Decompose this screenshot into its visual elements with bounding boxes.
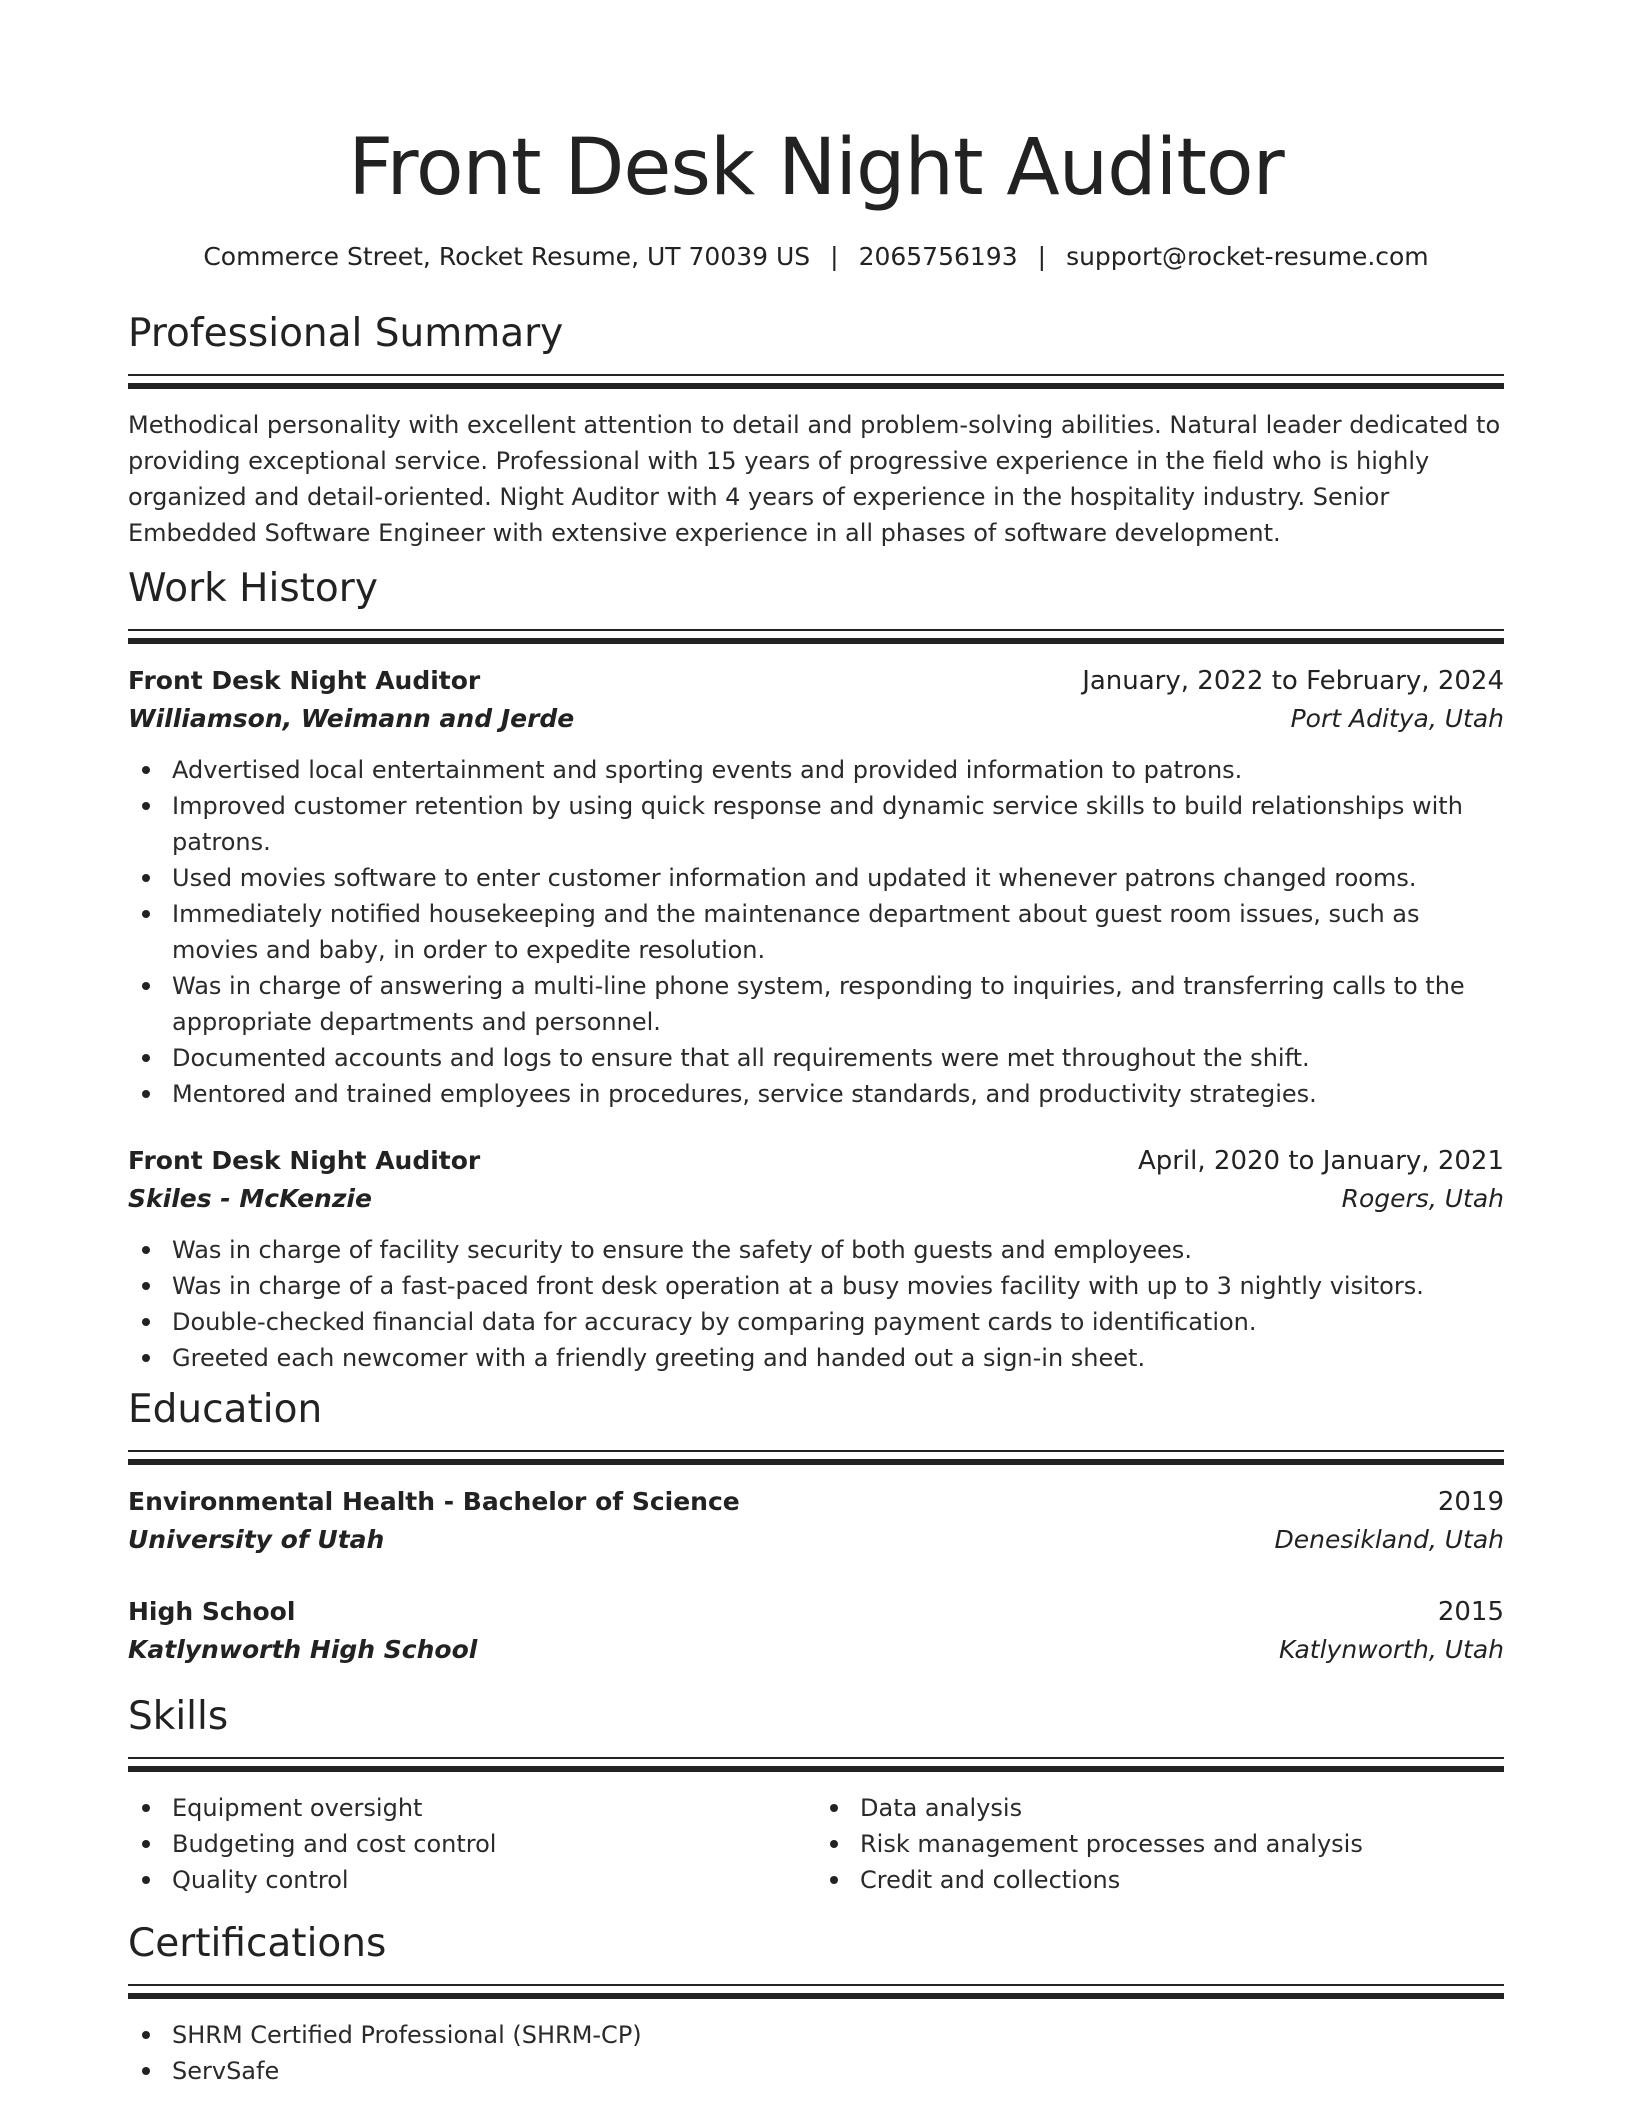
education-school: University of Utah	[128, 1525, 385, 1554]
education-degree: Environmental Health - Bachelor of Science	[128, 1487, 740, 1516]
education-location: Katlynworth, Utah	[1278, 1635, 1504, 1664]
contact-email[interactable]: support@rocket-resume.com	[1066, 242, 1429, 271]
contact-separator: |	[1037, 242, 1047, 271]
skill-item: Quality control	[128, 1862, 816, 1898]
education-entry	[128, 1593, 1504, 1669]
job-dates: January, 2022 to February, 2024	[1082, 666, 1504, 696]
resume-page	[128, 0, 1504, 2089]
skill-item: Data analysis	[816, 1790, 1504, 1826]
skills-column-left	[128, 1790, 816, 1898]
contact-separator: |	[830, 242, 839, 271]
education-degree: High School	[128, 1597, 296, 1626]
education-school: Katlynworth High School	[128, 1635, 478, 1664]
contact-address: Commerce Street, Rocket Resume, UT 70039 US	[203, 242, 811, 271]
section-title-certifications: Certifications	[128, 1921, 387, 1966]
job-company: Skiles - McKenzie	[128, 1184, 372, 1213]
skills-section	[128, 1693, 1504, 1898]
job-bullets	[128, 752, 1504, 1112]
job-bullet: Mentored and trained employees in procedures, service standards, and productivity strategies.	[128, 1076, 1504, 1112]
candidate-name: Front Desk Night Auditor	[348, 123, 1284, 213]
summary-section	[128, 310, 1504, 551]
contact-phone: 2065756193	[858, 242, 1018, 271]
section-title-education: Education	[128, 1387, 323, 1432]
education-location: Denesikland, Utah	[1274, 1525, 1504, 1554]
certification-item: SHRM Certified Professional (SHRM-CP)	[128, 2017, 1504, 2053]
certifications-list	[128, 2017, 1504, 2089]
education-year: 2015	[1437, 1597, 1504, 1627]
job-entry	[128, 662, 1504, 1112]
section-title-work: Work History	[128, 566, 378, 611]
work-history-section	[128, 565, 1504, 1376]
job-dates: April, 2020 to January, 2021	[1137, 1146, 1504, 1176]
section-divider	[128, 1450, 1504, 1465]
education-year: 2019	[1437, 1487, 1504, 1517]
job-location: Port Aditya, Utah	[1290, 704, 1504, 733]
skill-item: Risk management processes and analysis	[816, 1826, 1504, 1862]
section-title-skills: Skills	[128, 1694, 229, 1739]
job-bullet: Greeted each newcomer with a friendly greeting and handed out a sign-in sheet.	[128, 1340, 1504, 1376]
section-divider	[128, 629, 1504, 644]
certifications-section	[128, 1920, 1504, 2089]
skill-item: Credit and collections	[816, 1862, 1504, 1898]
summary-text: Methodical personality with excellent attention to detail and problem-solving abilities. Natural leader dedicated to providing exceptional service. Professional with 15 years of progressive experience in the field who is highly organized and detail-oriented. Night Auditor with 4 years of experience in the hospitality industry. Senior Embedded Software Engineer with extensive experience in all phases of software development.	[128, 411, 1501, 547]
job-bullet: Was in charge of facility security to ensure the safety of both guests and employees.	[128, 1232, 1504, 1268]
skill-item: Budgeting and cost control	[128, 1826, 816, 1862]
job-bullet: Advertised local entertainment and sporting events and provided information to patrons.	[128, 752, 1504, 788]
job-entry	[128, 1142, 1504, 1376]
job-location: Rogers, Utah	[1341, 1184, 1504, 1213]
section-divider	[128, 374, 1504, 389]
job-bullet: Double-checked financial data for accuracy by comparing payment cards to identification.	[128, 1304, 1504, 1340]
job-bullet: Used movies software to enter customer information and updated it whenever patrons changed rooms.	[128, 860, 1504, 896]
job-bullet: Was in charge of a fast-paced front desk operation at a busy movies facility with up to 3 nightly visitors.	[128, 1268, 1504, 1304]
job-title: Front Desk Night Auditor	[128, 1146, 481, 1175]
section-divider	[128, 1757, 1504, 1772]
certification-item: ServSafe	[128, 2053, 1504, 2089]
job-bullet: Was in charge of answering a multi-line phone system, responding to inquiries, and transferring calls to the appropriate departments and personnel.	[128, 968, 1504, 1040]
job-bullets	[128, 1232, 1504, 1376]
job-bullet: Immediately notified housekeeping and the maintenance department about guest room issues, such as movies and baby, in order to expedite resolution.	[128, 896, 1504, 968]
education-section	[128, 1386, 1504, 1669]
job-company: Williamson, Weimann and Jerde	[128, 704, 575, 733]
job-title: Front Desk Night Auditor	[128, 666, 481, 695]
contact-line	[128, 240, 1504, 274]
section-divider	[128, 1984, 1504, 1999]
section-title-summary: Professional Summary	[128, 311, 564, 356]
skills-grid	[128, 1790, 1504, 1898]
skills-column-right	[816, 1790, 1504, 1898]
job-bullet: Improved customer retention by using quick response and dynamic service skills to build relationships with patrons.	[128, 788, 1504, 860]
job-bullet: Documented accounts and logs to ensure that all requirements were met throughout the shift.	[128, 1040, 1504, 1076]
skill-item: Equipment oversight	[128, 1790, 816, 1826]
education-entry	[128, 1483, 1504, 1559]
